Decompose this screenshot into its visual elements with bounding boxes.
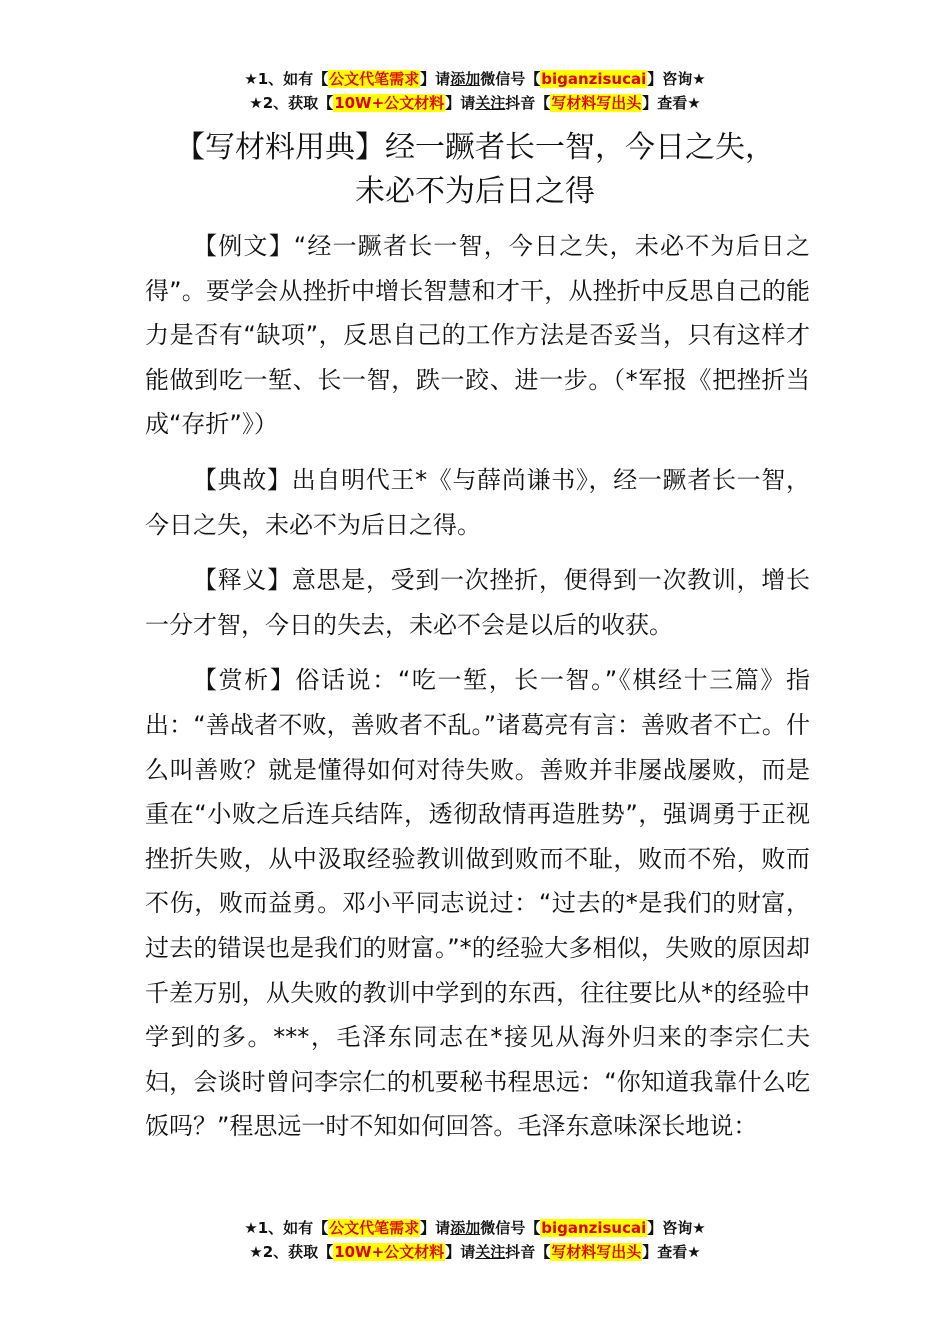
banner-line-2 [0,91,950,115]
banner-highlight-wechat-id: biganzisucai [541,1219,647,1237]
banner-line-1 [0,67,950,91]
banner-text: 】请 [420,1219,451,1237]
document-title [0,126,950,214]
banner-text: ★1、如有【 [244,70,329,88]
banner-text: 】查看★ [642,1243,701,1261]
footer-banner [0,1216,950,1264]
title-line-1: 【写材料用典】经一蹶者长一智，今日之失， [175,130,775,165]
banner-line-2 [0,1240,950,1264]
banner-text: 】查看★ [642,94,701,112]
banner-text: 微信号【 [480,70,541,88]
banner-highlight-douyin: 写材料写出头 [551,94,642,112]
paragraph-example: 【例文】“经一蹶者长一智，今日之失，未必不为后日之得”。要学会从挫折中增长智慧和才干，从挫折中反思自己的能力是否有“缺项”，反思自己的工作方法是否妥当，只有这样才能做到吃一堑、长一智，跌一跤、进一步。（*军报《把挫折当成“存折”》） [145,232,810,439]
banner-highlight: 10W+公文材料 [334,94,445,112]
banner-text: 】咨询★ [647,1219,706,1237]
document-body [145,224,810,1160]
header-banner [0,67,950,115]
banner-text: ★1、如有【 [244,1219,329,1237]
banner-highlight: 10W+公文材料 [334,1243,445,1261]
banner-highlight-douyin: 写材料写出头 [551,1243,642,1261]
banner-highlight: 公文代笔需求 [329,1219,420,1237]
banner-text: 】请 [445,1243,476,1261]
title-line-2: 未必不为后日之得 [355,174,595,209]
banner-highlight-wechat-id: biganzisucai [541,70,647,88]
banner-underlined: 关注 [475,94,506,112]
banner-text: 】请 [445,94,476,112]
banner-line-1 [0,1216,950,1240]
banner-highlight: 公文代笔需求 [329,70,420,88]
banner-text: 】请 [420,70,451,88]
banner-underlined: 添加 [450,70,481,88]
paragraph-meaning: 【释义】意思是，受到一次挫折，便得到一次教训，增长一分才智，今日的失去，未必不会是以后的收获。 [145,566,810,639]
banner-text: 微信号【 [480,1219,541,1237]
banner-text: ★2、获取【 [249,94,334,112]
paragraph-analysis: 【赏析】俗话说：“吃一堑，长一智。”《棋经十三篇》指出：“善战者不败，善败者不乱。”诸葛亮有言：善败者不亡。什么叫善败？就是懂得如何对待失败。善败并非屡战屡败，而是重在“小败之后连兵结阵，透彻敌情再造胜势”，强调勇于正视挫折失败，从中汲取经验教训做到败而不耻，败而不殆，败而不伤，败而益勇。邓小平同志说过：“过去的*是我们的财富，过去的错误也是我们的财富。”*的经验大多相似，失败的原因却千差万别，从失败的教训中学到的东西，往往要比从*的经验中学到的多。***，毛泽东同志在*接见从海外归来的李宗仁夫妇，会谈时曾问李宗仁的机要秘书程思远：“你知道我靠什么吃饭吗？”程思远一时不知如何回答。毛泽东意味深长地说： [145,666,810,1141]
banner-text: 抖音【 [505,1243,551,1261]
banner-underlined: 关注 [475,1243,506,1261]
banner-text: 】咨询★ [647,70,706,88]
banner-text: 抖音【 [505,94,551,112]
paragraph-allusion: 【典故】出自明代王*《与薛尚谦书》，经一蹶者长一智，今日之失，未必不为后日之得。 [145,465,810,539]
banner-underlined: 添加 [450,1219,481,1237]
banner-text: ★2、获取【 [249,1243,334,1261]
